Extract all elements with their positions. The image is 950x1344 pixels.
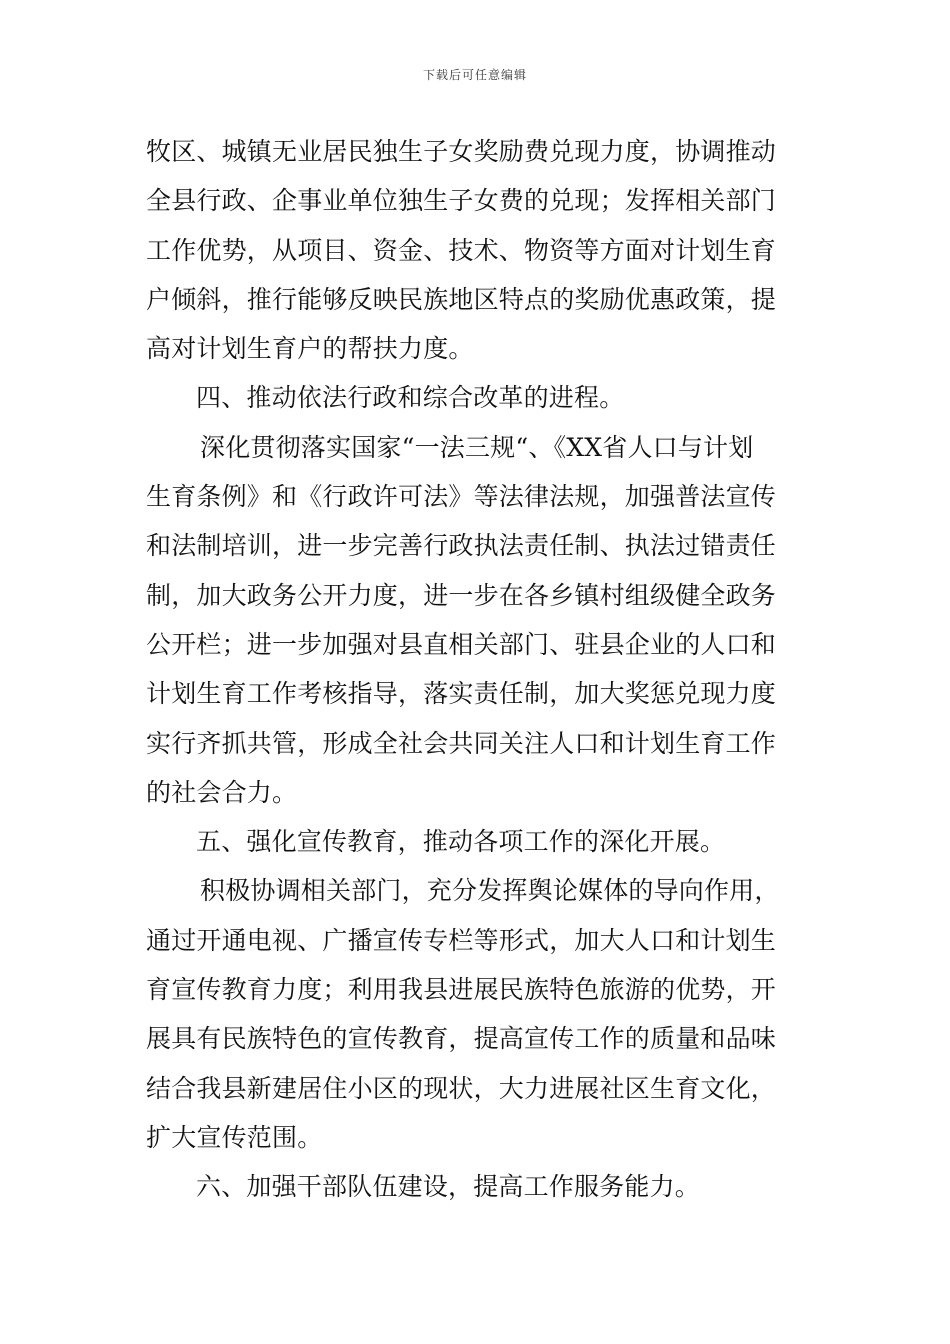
paragraph-line: 的社会合力。 xyxy=(146,777,298,807)
paragraph-line: 生育条例》和《行政许可法》等法律法规，加强普法宣传 xyxy=(146,482,777,512)
paragraph-line: 育宣传教育力度；利用我县进展民族特色旅游的优势，开 xyxy=(146,975,777,1005)
section-heading-4: 四、推动依法行政和综合改革的进程。 xyxy=(196,383,625,413)
section-heading-5: 五、强化宣传教育，推动各项工作的深化开展。 xyxy=(196,827,726,857)
paragraph-line: 通过开通电视、广播宣传专栏等形式，加大人口和计划生 xyxy=(146,925,777,955)
section-heading-6: 六、加强干部队伍建设，提高工作服务能力。 xyxy=(196,1172,701,1202)
page-header-note: 下载后可任意编辑 xyxy=(422,68,527,82)
paragraph-line: 公开栏；进一步加强对县直相关部门、驻县企业的人口和 xyxy=(146,629,777,659)
paragraph-line: 深化贯彻落实国家“一法三规“、《XX省人口与计划 xyxy=(200,432,754,462)
paragraph-line: 和法制培训，进一步完善行政执法责任制、执法过错责任 xyxy=(146,531,777,561)
paragraph-line: 实行齐抓共管，形成全社会共同关注人口和计划生育工作 xyxy=(146,728,777,758)
paragraph-line: 制，加大政务公开力度，进一步在各乡镇村组级健全政务 xyxy=(146,580,777,610)
document-body xyxy=(146,127,806,1212)
paragraph-line: 工作优势，从项目、资金、技术、物资等方面对计划生育 xyxy=(146,235,777,265)
paragraph-line: 结合我县新建居住小区的现状，大力进展社区生育文化， xyxy=(146,1073,777,1103)
paragraph-line: 全县行政、企事业单位独生子女费的兑现；发挥相关部门 xyxy=(146,186,777,216)
paragraph-line: 积极协调相关部门，充分发挥舆论媒体的导向作用， xyxy=(200,876,780,906)
paragraph-line: 户倾斜，推行能够反映民族地区特点的奖励优惠政策，提 xyxy=(146,284,777,314)
paragraph-line: 高对计划生育户的帮扶力度。 xyxy=(146,334,474,364)
paragraph-line: 扩大宣传范围。 xyxy=(146,1122,323,1152)
paragraph-line: 展具有民族特色的宣传教育，提高宣传工作的质量和品味 xyxy=(146,1024,777,1054)
paragraph-line: 牧区、城镇无业居民独生子女奖励费兑现力度，协调推动 xyxy=(146,137,777,166)
paragraph-line: 计划生育工作考核指导，落实责任制，加大奖惩兑现力度 xyxy=(146,679,777,709)
